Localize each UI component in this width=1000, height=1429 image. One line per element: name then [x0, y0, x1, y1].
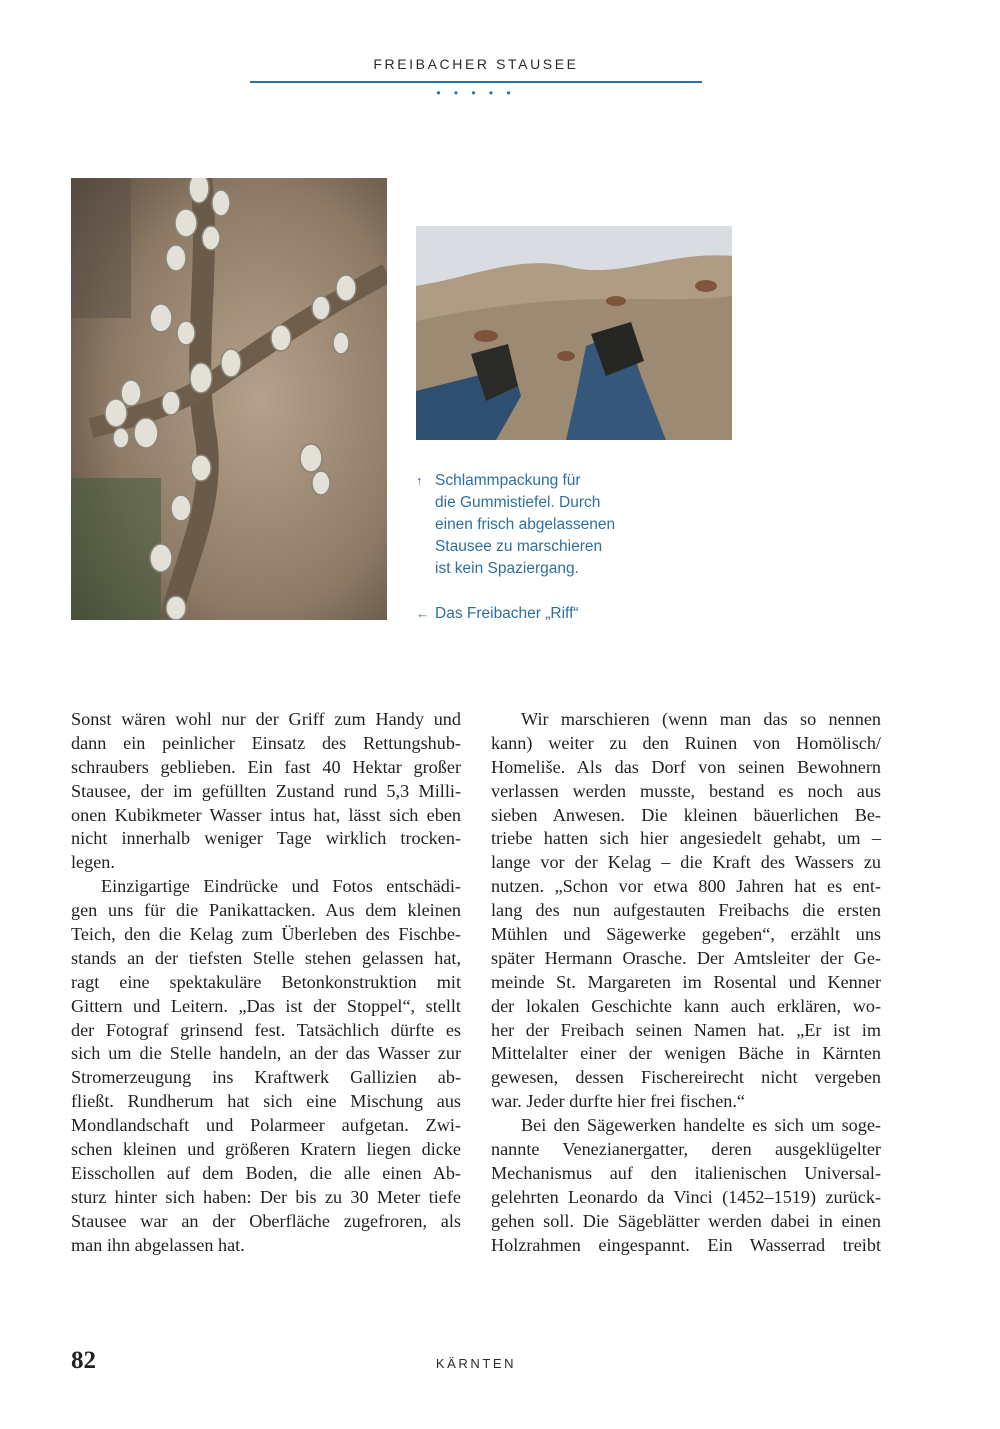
page-number: 82 — [71, 1347, 96, 1374]
body-text-line: der lokalen Geschichte kann auch erklären, wo- — [491, 995, 881, 1016]
header-rule — [250, 81, 702, 83]
body-text-line: triebe hatten sich hier angesiedelt gehabt, um – — [491, 828, 881, 849]
body-text-line: Homeliše. Als das Dorf von seinen Bewohnern — [491, 756, 881, 777]
body-text-line: lang des nun aufgestauten Freibachs die ersten — [491, 900, 881, 921]
body-text-line: fließt. Rundherum hat sich eine Mischung aus — [71, 1091, 461, 1112]
photo-boots-in-mud — [416, 226, 732, 440]
body-text-line: gen uns für die Panikattacken. Aus dem kleinen — [71, 900, 461, 921]
body-text-line: gelehrten Leonardo da Vinci (1452–1519) zurück- — [491, 1186, 881, 1207]
body-text-line: meinde St. Margareten im Rosental und Kenner — [491, 971, 881, 992]
caption-line: einen frisch abgelassenen — [435, 516, 616, 533]
arrow-up-icon: ↑ — [416, 473, 423, 488]
body-text-line: Mechanismus auf den italienischen Universal- — [491, 1162, 881, 1183]
body-text-line: sturz hinter sich haben: Der bis zu 30 Meter tiefe — [71, 1186, 461, 1207]
body-text-line: der Fotograf grinsend fest. Tatsächlich dürfte es — [71, 1019, 461, 1040]
body-text-line: Einzigartige Eindrücke und Fotos entschädi- — [101, 876, 461, 897]
photo-mussel-branch — [71, 178, 387, 620]
body-text-line: legen. — [71, 852, 115, 873]
running-head: FREIBACHER STAUSEE — [373, 56, 579, 72]
caption-line: Stausee zu marschieren — [435, 538, 603, 555]
caption-line: Schlammpackung für — [435, 472, 581, 489]
body-text-line: Stausee war an der Oberfläche zugefroren, als — [71, 1210, 461, 1231]
body-text-line: nutzen. „Schon vor etwa 800 Jahren hat es ent- — [491, 876, 881, 897]
body-text-line: sich um die Stelle handeln, an der das Wasser zur — [71, 1043, 461, 1064]
body-text-line: ragt eine spektakuläre Betonkonstruktion mit — [71, 971, 461, 992]
body-text-line: gehen soll. Die Sägeblätter werden dabei in einen — [491, 1210, 881, 1231]
body-text-line: Sonst wären wohl nur der Griff zum Handy und — [71, 709, 461, 729]
body-text-line: Eisschollen auf dem Boden, die alle einen Ab- — [71, 1162, 461, 1183]
arrow-left-icon: ← — [416, 606, 429, 621]
caption-boots-text — [435, 470, 676, 580]
body-text-line: schen kleinen und größeren Kratern liegen dicke — [71, 1139, 461, 1160]
body-text-line: Stromerzeugung ins Kraftwerk Gallizien ab- — [71, 1067, 461, 1088]
body-column-left — [71, 708, 461, 1257]
caption-line: die Gummistiefel. Durch — [435, 494, 601, 511]
caption-line: ist kein Spaziergang. — [435, 560, 579, 577]
section-title: KÄRNTEN — [435, 1356, 517, 1371]
body-text-line: her der Freibach seinen Namen hat. „Er ist im — [491, 1019, 881, 1040]
body-text-line: Teich, den die Kelag zum Überleben des Fischbe- — [71, 924, 461, 945]
body-text-line: dann ein peinlicher Einsatz des Rettungshub- — [71, 732, 461, 753]
body-text-line: war. Jeder durfte hier frei fischen.“ — [491, 1091, 745, 1112]
body-text-line: Stausee, der im gefüllten Zustand rund 5,3 Milli- — [71, 780, 461, 801]
body-text-line: Mühlen und Sägewerke gegeben“, erzählt uns — [491, 924, 881, 945]
body-text-line: kann) weiter zu den Ruinen von Homölisch/ — [491, 732, 881, 753]
body-text-line: stands an der tiefsten Stelle stehen gelassen hat, — [71, 947, 461, 968]
body-text-line: Wir marschieren (wenn man das so nennen — [521, 709, 881, 729]
header-ornament: • • • • • — [436, 86, 516, 100]
body-text-line: lange vor der Kelag – die Kraft des Wassers zu — [491, 852, 881, 873]
caption-riff-text — [435, 603, 676, 625]
body-text-line: später Hermann Orasche. Der Amtsleiter der Ge- — [491, 947, 881, 968]
body-column-right — [491, 708, 881, 1257]
body-text-line: schraubers geblieben. Ein fast 40 Hektar großer — [71, 756, 461, 777]
body-text-line: Holzrahmen eingespannt. Ein Wasserrad treibt — [491, 1234, 881, 1255]
body-text-line: nicht innerhalb weniger Tage wirklich trocken- — [71, 828, 461, 849]
caption-line: Das Freibacher „Riff“ — [435, 605, 579, 622]
body-text-line: gewesen, dessen Fischereirecht nicht vergeben — [491, 1067, 881, 1088]
body-text-line: Gittern und Leitern. „Das ist der Stoppel“, stellt — [71, 995, 461, 1016]
body-text-line: Mittelalter einer der wenigen Bäche in Kärnten — [491, 1043, 881, 1064]
body-text-line: nannte Venezianergatter, deren ausgeklügelter — [491, 1139, 881, 1160]
body-text-line: Mondlandschaft und Polarmeer aufgetan. Zwi- — [71, 1115, 461, 1136]
caption-boots — [416, 470, 676, 580]
body-text-line: sieben Anwesen. Die kleinen bäuerlichen Be- — [491, 804, 881, 825]
body-text-line: man ihn abgelassen hat. — [71, 1234, 245, 1255]
body-text-line: Bei den Sägewerken handelte es sich um soge- — [521, 1115, 881, 1136]
caption-riff — [416, 603, 676, 625]
body-text-line: verlassen werden musste, bestand es noch aus — [491, 780, 881, 801]
body-text-line: onen Kubikmeter Wasser intus hat, lässt sich eben — [71, 804, 461, 825]
